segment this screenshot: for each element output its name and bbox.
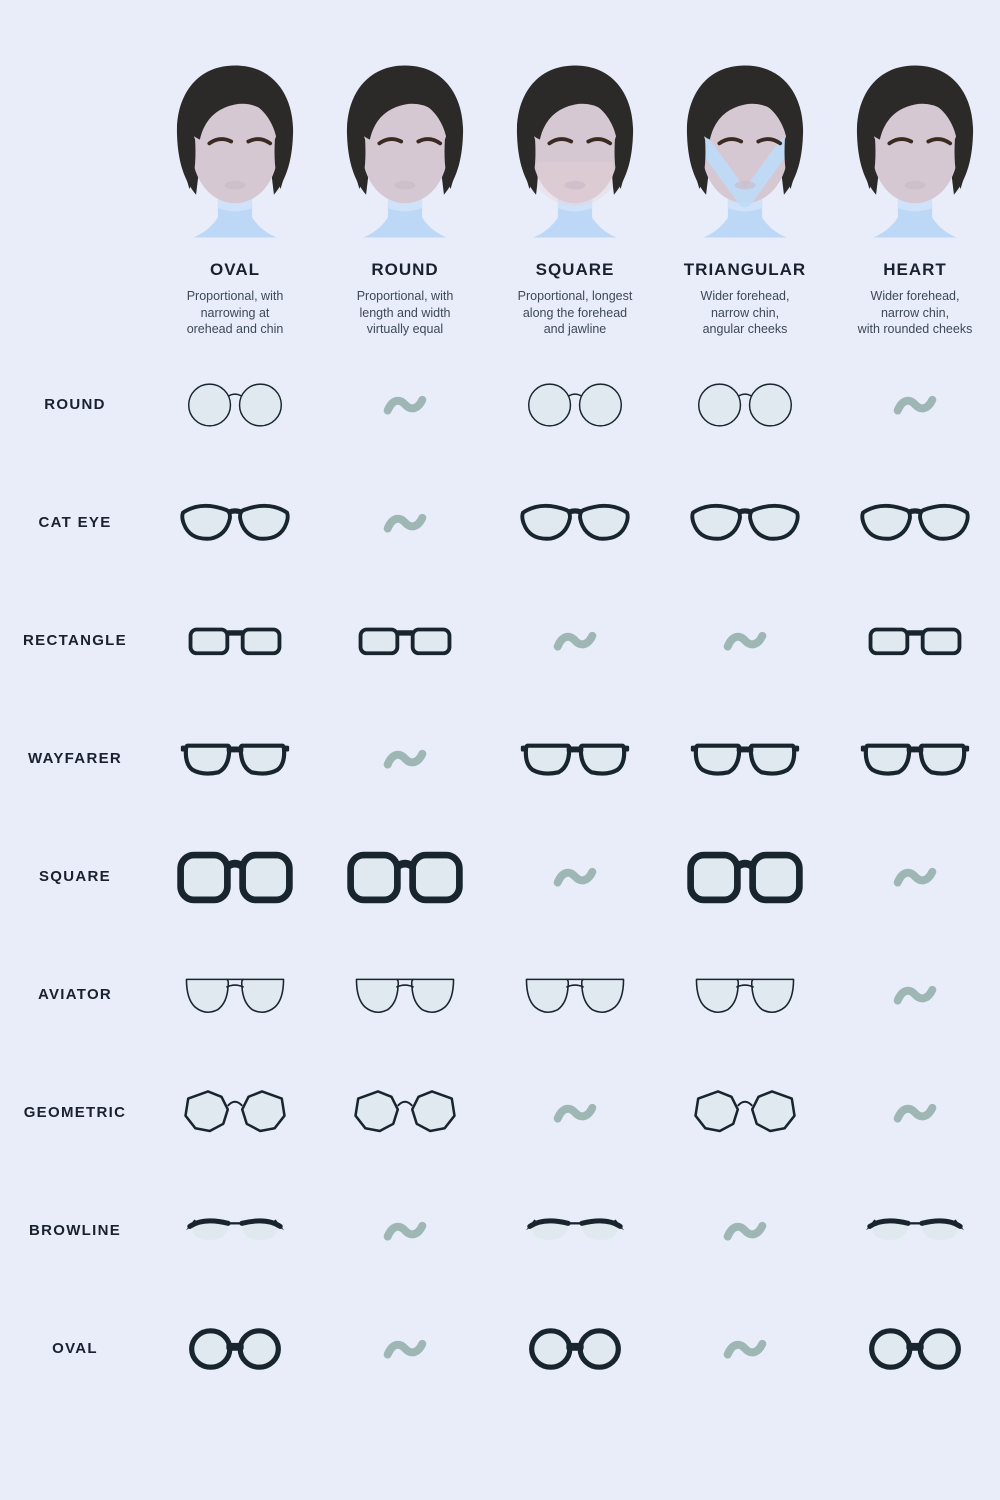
- cell-aviator-triangular: [660, 936, 830, 1054]
- tilde-icon: [381, 509, 429, 536]
- face-description-line: length and width: [359, 305, 451, 320]
- face-column-triangular: [660, 56, 830, 338]
- cell-geometric-round: [320, 1054, 490, 1172]
- glasses-row-round: [0, 346, 1000, 464]
- cell-cat_eye-heart: [830, 464, 1000, 582]
- face-description-line: orehead and chin: [186, 322, 284, 336]
- cell-browline-square: [490, 1172, 660, 1290]
- square-glasses-icon: [683, 848, 807, 906]
- face-description-line: narrow chin,: [710, 305, 780, 320]
- glasses-row-cat_eye: [0, 464, 1000, 582]
- face-description-line: virtually equal: [366, 322, 444, 336]
- cell-rectangle-square: [490, 582, 660, 700]
- face-name-round: ROUND: [371, 260, 439, 279]
- triangular-face-icon: [669, 56, 821, 246]
- tilde-icon: [891, 863, 939, 890]
- face-description-line: with rounded cheeks: [857, 322, 973, 336]
- cell-geometric-heart: [830, 1054, 1000, 1172]
- face-description-line: angular cheeks: [702, 322, 788, 336]
- face-description-oval: [187, 288, 284, 338]
- cell-geometric-oval: [150, 1054, 320, 1172]
- square-glasses-icon: [343, 848, 467, 906]
- cell-oval-round: [320, 1290, 490, 1408]
- face-description-line: Proportional, with: [186, 289, 284, 303]
- cell-rectangle-triangular: [660, 582, 830, 700]
- glasses-row-square: [0, 818, 1000, 936]
- tilde-icon: [891, 981, 939, 1008]
- round-glasses-icon: [516, 375, 634, 435]
- cell-round-square: [490, 346, 660, 464]
- tilde-icon: [721, 1217, 769, 1244]
- glasses-row-rectangle: [0, 582, 1000, 700]
- cell-browline-round: [320, 1172, 490, 1290]
- glasses-row-aviator: [0, 936, 1000, 1054]
- rectangle-glasses-icon: [855, 618, 975, 664]
- cell-cat_eye-round: [320, 464, 490, 582]
- face-description-line: and jawline: [543, 322, 607, 336]
- row-label-geometric: GEOMETRIC: [23, 1104, 127, 1121]
- face-description-square: [518, 288, 633, 338]
- cell-oval-square: [490, 1290, 660, 1408]
- square-face-icon: [499, 56, 651, 246]
- rectangle-glasses-icon: [345, 618, 465, 664]
- geometric-glasses-icon: [686, 1086, 804, 1140]
- cell-wayfarer-triangular: [660, 700, 830, 818]
- aviator-glasses-icon: [175, 969, 295, 1021]
- face-name-oval: OVAL: [210, 260, 260, 279]
- tilde-icon: [381, 1217, 429, 1244]
- wayfarer-glasses-icon: [853, 734, 977, 784]
- cell-oval-oval: [150, 1290, 320, 1408]
- wayfarer-glasses-icon: [513, 734, 637, 784]
- glasses-row-oval: [0, 1290, 1000, 1408]
- round-glasses-icon: [686, 375, 804, 435]
- geometric-glasses-icon: [346, 1086, 464, 1140]
- row-label-aviator: AVIATOR: [37, 986, 113, 1003]
- face-name-square: SQUARE: [535, 260, 615, 279]
- face-description-line: Wider forehead,: [700, 289, 790, 303]
- row-label-wayfarer: WAYFARER: [27, 750, 123, 767]
- face-description-line: Proportional, with: [356, 289, 454, 303]
- cell-rectangle-heart: [830, 582, 1000, 700]
- cell-square-heart: [830, 818, 1000, 936]
- cell-wayfarer-square: [490, 700, 660, 818]
- row-label-browline: BROWLINE: [28, 1222, 122, 1239]
- cell-round-round: [320, 346, 490, 464]
- tilde-icon: [721, 627, 769, 654]
- tilde-icon: [891, 1099, 939, 1126]
- glasses-suitability-grid: [0, 346, 1000, 1408]
- face-column-heart: [830, 56, 1000, 338]
- tilde-icon: [551, 1099, 599, 1126]
- row-label-round: ROUND: [44, 396, 106, 413]
- cell-rectangle-oval: [150, 582, 320, 700]
- cell-wayfarer-heart: [830, 700, 1000, 818]
- tilde-icon: [891, 391, 939, 418]
- cell-round-triangular: [660, 346, 830, 464]
- tilde-icon: [381, 391, 429, 418]
- face-description-round: [357, 288, 454, 338]
- round-glasses-icon: [176, 375, 294, 435]
- cell-rectangle-round: [320, 582, 490, 700]
- browline-glasses-icon: [854, 1208, 976, 1254]
- cell-oval-heart: [830, 1290, 1000, 1408]
- cell-square-round: [320, 818, 490, 936]
- cell-browline-triangular: [660, 1172, 830, 1290]
- row-label-cat_eye: CAT EYE: [38, 514, 112, 531]
- cell-aviator-square: [490, 936, 660, 1054]
- cell-round-heart: [830, 346, 1000, 464]
- face-shapes-header: [0, 0, 1000, 338]
- square-glasses-icon: [173, 848, 297, 906]
- face-description-line: Wider forehead,: [870, 289, 960, 303]
- tilde-icon: [381, 745, 429, 772]
- heart-face-icon: [839, 56, 991, 246]
- browline-glasses-icon: [174, 1208, 296, 1254]
- rectangle-glasses-icon: [175, 618, 295, 664]
- oval-face-icon: [159, 56, 311, 246]
- face-column-oval: [150, 56, 320, 338]
- tilde-icon: [551, 627, 599, 654]
- cell-wayfarer-oval: [150, 700, 320, 818]
- cell-browline-oval: [150, 1172, 320, 1290]
- cat-eye-glasses-icon: [853, 497, 977, 549]
- cell-geometric-square: [490, 1054, 660, 1172]
- cell-square-oval: [150, 818, 320, 936]
- face-description-line: narrowing at: [200, 305, 270, 320]
- cell-aviator-round: [320, 936, 490, 1054]
- oval-glasses-icon: [518, 1323, 632, 1375]
- face-column-round: [320, 56, 490, 338]
- glasses-row-wayfarer: [0, 700, 1000, 818]
- cat-eye-glasses-icon: [683, 497, 807, 549]
- face-name-triangular: TRIANGULAR: [683, 260, 807, 279]
- cell-geometric-triangular: [660, 1054, 830, 1172]
- aviator-glasses-icon: [345, 969, 465, 1021]
- face-description-triangular: [701, 288, 790, 338]
- face-description-line: Proportional, longest: [517, 289, 633, 303]
- oval-glasses-icon: [858, 1323, 972, 1375]
- glasses-row-browline: [0, 1172, 1000, 1290]
- row-label-rectangle: RECTANGLE: [23, 632, 127, 649]
- cell-cat_eye-square: [490, 464, 660, 582]
- wayfarer-glasses-icon: [683, 734, 807, 784]
- cell-oval-triangular: [660, 1290, 830, 1408]
- cat-eye-glasses-icon: [173, 497, 297, 549]
- cell-cat_eye-oval: [150, 464, 320, 582]
- face-name-heart: HEART: [883, 260, 947, 279]
- face-description-line: narrow chin,: [880, 305, 950, 320]
- oval-glasses-icon: [178, 1323, 292, 1375]
- row-label-oval: OVAL: [52, 1340, 98, 1357]
- cell-square-square: [490, 818, 660, 936]
- tilde-icon: [551, 863, 599, 890]
- cell-square-triangular: [660, 818, 830, 936]
- tilde-icon: [721, 1335, 769, 1362]
- geometric-glasses-icon: [176, 1086, 294, 1140]
- cell-aviator-oval: [150, 936, 320, 1054]
- cat-eye-glasses-icon: [513, 497, 637, 549]
- row-label-square: SQUARE: [39, 868, 111, 885]
- cell-aviator-heart: [830, 936, 1000, 1054]
- cell-wayfarer-round: [320, 700, 490, 818]
- face-description-line: along the forehead: [522, 305, 628, 320]
- cell-cat_eye-triangular: [660, 464, 830, 582]
- face-column-square: [490, 56, 660, 338]
- cell-browline-heart: [830, 1172, 1000, 1290]
- face-description-heart: [858, 288, 973, 338]
- tilde-icon: [381, 1335, 429, 1362]
- cell-round-oval: [150, 346, 320, 464]
- wayfarer-glasses-icon: [173, 734, 297, 784]
- aviator-glasses-icon: [685, 969, 805, 1021]
- round-face-icon: [329, 56, 481, 246]
- aviator-glasses-icon: [515, 969, 635, 1021]
- glasses-row-geometric: [0, 1054, 1000, 1172]
- header-spacer: [0, 56, 150, 338]
- browline-glasses-icon: [514, 1208, 636, 1254]
